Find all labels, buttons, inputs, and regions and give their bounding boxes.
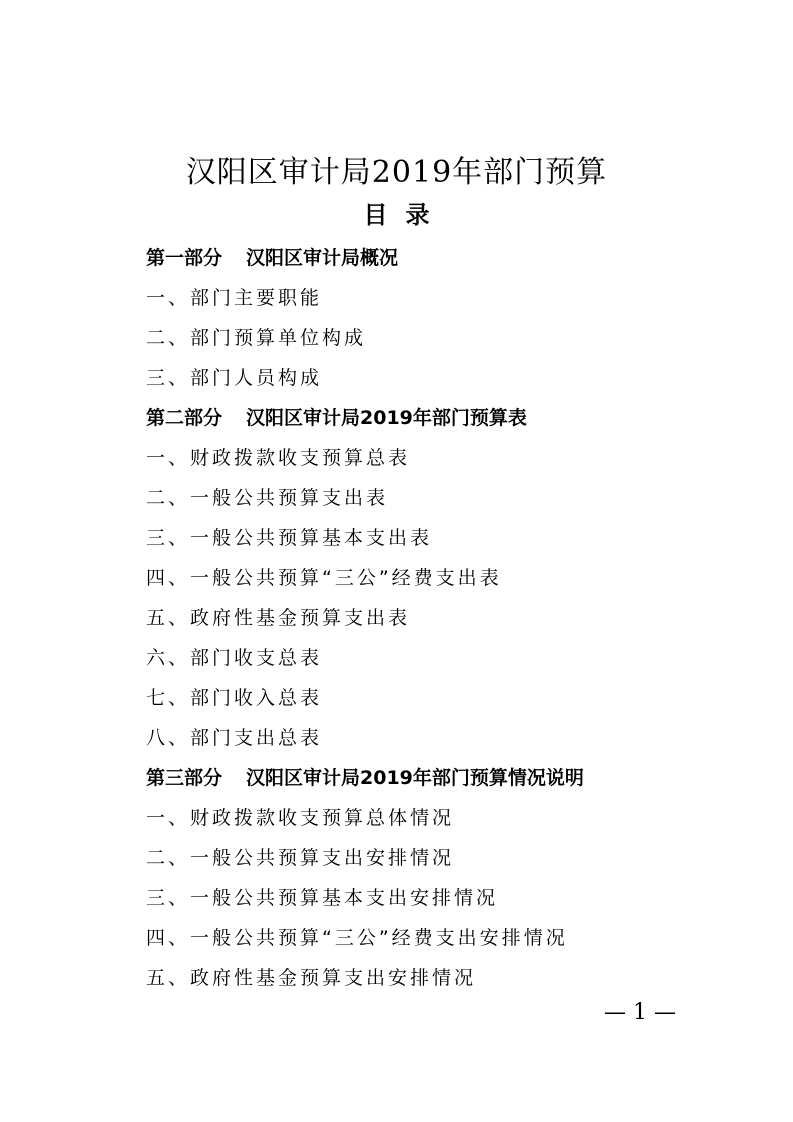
- toc-item[interactable]: 五、政府性基金预算支出表: [146, 607, 411, 629]
- toc-item[interactable]: 一、财政拨款收支预算总体情况: [146, 807, 455, 829]
- toc-item[interactable]: 五、政府性基金预算支出安排情况: [146, 967, 477, 989]
- toc-item[interactable]: 七、部门收入总表: [146, 687, 323, 709]
- page-number: — 1 —: [604, 1000, 676, 1025]
- part-title: 汉阳区审计局2019年部门预算情况说明: [246, 767, 584, 789]
- toc-item[interactable]: 四、一般公共预算“三公”经费支出安排情况: [146, 927, 568, 949]
- toc-part-3[interactable]: [146, 758, 746, 798]
- toc-item[interactable]: 一、部门主要职能: [146, 287, 323, 309]
- toc-item[interactable]: 三、部门人员构成: [146, 367, 323, 389]
- toc-item[interactable]: 八、部门支出总表: [146, 727, 323, 749]
- toc-item[interactable]: 三、一般公共预算基本支出表: [146, 527, 433, 549]
- part-label: 第三部分: [146, 767, 223, 789]
- part-label: 第二部分: [146, 407, 223, 429]
- table-of-contents: [146, 238, 746, 998]
- toc-item[interactable]: 二、一般公共预算支出表: [146, 487, 389, 509]
- toc-item[interactable]: 三、一般公共预算基本支出安排情况: [146, 887, 499, 909]
- toc-item[interactable]: 一、财政拨款收支预算总表: [146, 447, 411, 469]
- toc-part-1[interactable]: [146, 238, 746, 278]
- toc-item[interactable]: 二、部门预算单位构成: [146, 327, 367, 349]
- toc-item[interactable]: 四、一般公共预算“三公”经费支出表: [146, 567, 502, 589]
- toc-item[interactable]: 二、一般公共预算支出安排情况: [146, 847, 455, 869]
- toc-heading: 目录: [363, 201, 448, 229]
- part-title: 汉阳区审计局概况: [246, 247, 399, 269]
- toc-item[interactable]: 六、部门收支总表: [146, 647, 323, 669]
- toc-part-2[interactable]: [146, 398, 746, 438]
- document-title: 汉阳区审计局2019年部门预算: [185, 155, 608, 190]
- part-title: 汉阳区审计局2019年部门预算表: [246, 407, 527, 429]
- part-label: 第一部分: [146, 247, 223, 269]
